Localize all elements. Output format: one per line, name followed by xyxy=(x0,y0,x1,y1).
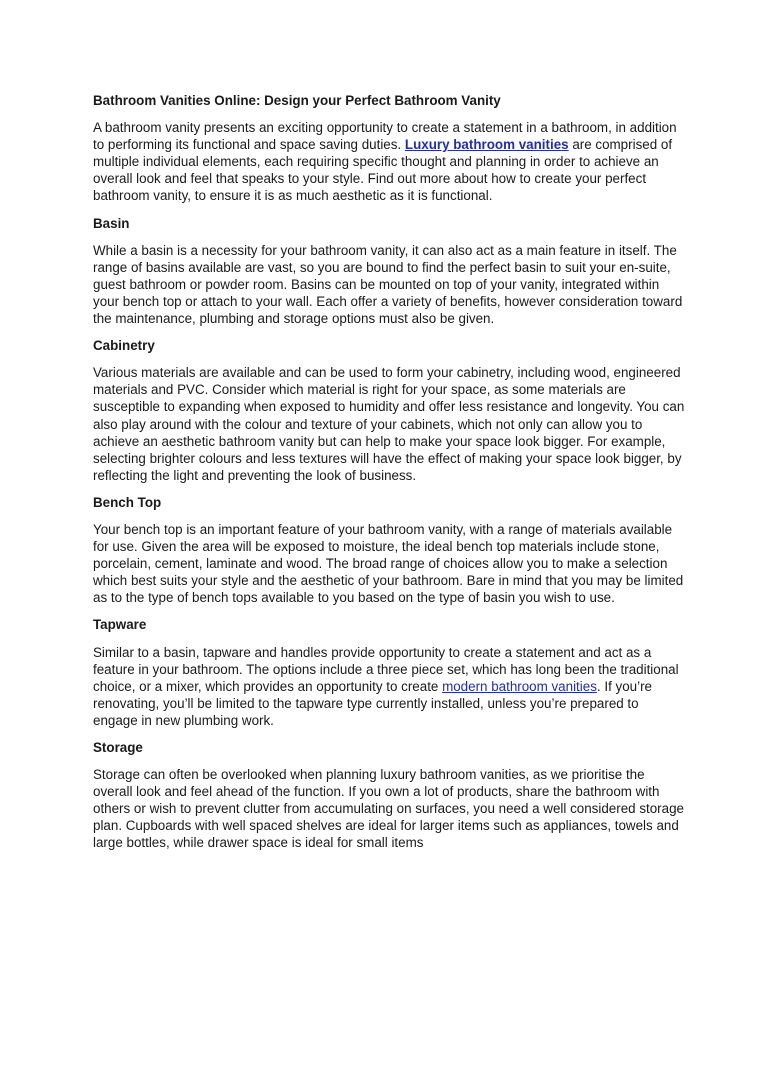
intro-text-after: are comprised of multiple individual elements, each requiring specific thought and planning in order to achieve an overall look and feel that speaks to your style. Find out more about how to create your perfect bathroom vanity, to ensure it is as much aesthetic as it is functional. xyxy=(93,137,673,204)
intro-text-before: A bathroom vanity presents an exciting opportunity to create a statement in a bathroom, in addition to performing its functional and space saving duties. xyxy=(93,120,677,153)
tapware-text-before: Similar to a basin, tapware and handles provide opportunity to create a statement and act as a feature in your bathroom. The options include a three piece set, which has long been the traditional choice, or a mixer, which provides an opportunity to create xyxy=(93,644,679,694)
cabinetry-paragraph: Various materials are available and can be used to form your cabinetry, including wood, engineered materials and PVC. Consider which material is right for your space, as some materials are susceptible to expanding when exposed to humidity and offer less resistance and longevity. You can also play around with the colour and texture of your cabinets, which not only can allow you to achieve an aesthetic bathroom vanity but can help to make your space look bigger. For example, selecting brighter colours and less textures will have the effect of making your space look bigger, by reflecting the light and preventing the look of business. xyxy=(93,365,685,483)
basin-heading: Basin xyxy=(93,215,130,231)
luxury-bathroom-vanities-link[interactable]: Luxury bathroom vanities xyxy=(404,137,569,153)
bench-top-heading: Bench Top xyxy=(93,494,162,510)
storage-paragraph: Storage can often be overlooked when planning luxury bathroom vanities, as we prioritise the overall look and feel ahead of the function. If you own a lot of products, share the bathroom with others or wish to prevent clutter from accumulating on surfaces, you need a well considered storage plan. Cupboards with well spaced shelves are ideal for larger items such as appliances, towels and large bottles, while drawer space is ideal for small items xyxy=(93,767,684,851)
tapware-text-after: . If you’re renovating, you’ll be limited to the tapware type currently installed, unless you’re prepared to engage in new plumbing work. xyxy=(93,678,652,728)
storage-heading: Storage xyxy=(93,740,143,755)
basin-paragraph: While a basin is a necessity for your bathroom vanity, it can also act as a main feature in itself. The range of basins available are vast, so you are bound to find the perfect basin to suit your en-suite, guest bathroom or powder room. Basins can be mounted on top of your vanity, integrated within your bench top or attach to your wall. Each offer a variety of benefits, however consideration toward the maintenance, plumbing and storage options must also be given. xyxy=(93,242,683,327)
tapware-paragraph xyxy=(93,644,685,729)
tapware-heading: Tapware xyxy=(93,617,147,633)
document-page xyxy=(93,92,685,862)
intro-paragraph xyxy=(93,119,685,204)
bench-top-paragraph: Your bench top is an important feature of your bathroom vanity, with a range of materials available for use. Given the area will be exposed to moisture, the ideal bench top materials include stone, porcelain, cement, laminate and wood. The broad range of choices allow you to make a selection which best suits your style and the aesthetic of your bathroom. Bare in mind that you may be limited as to the type of bench tops available to you based on the type of basin you wish to use. xyxy=(93,521,684,606)
cabinetry-heading: Cabinetry xyxy=(93,338,155,354)
modern-bathroom-vanities-link[interactable]: modern bathroom vanities xyxy=(442,678,597,694)
document-title: Bathroom Vanities Online: Design your Perfect Bathroom Vanity xyxy=(93,93,501,108)
